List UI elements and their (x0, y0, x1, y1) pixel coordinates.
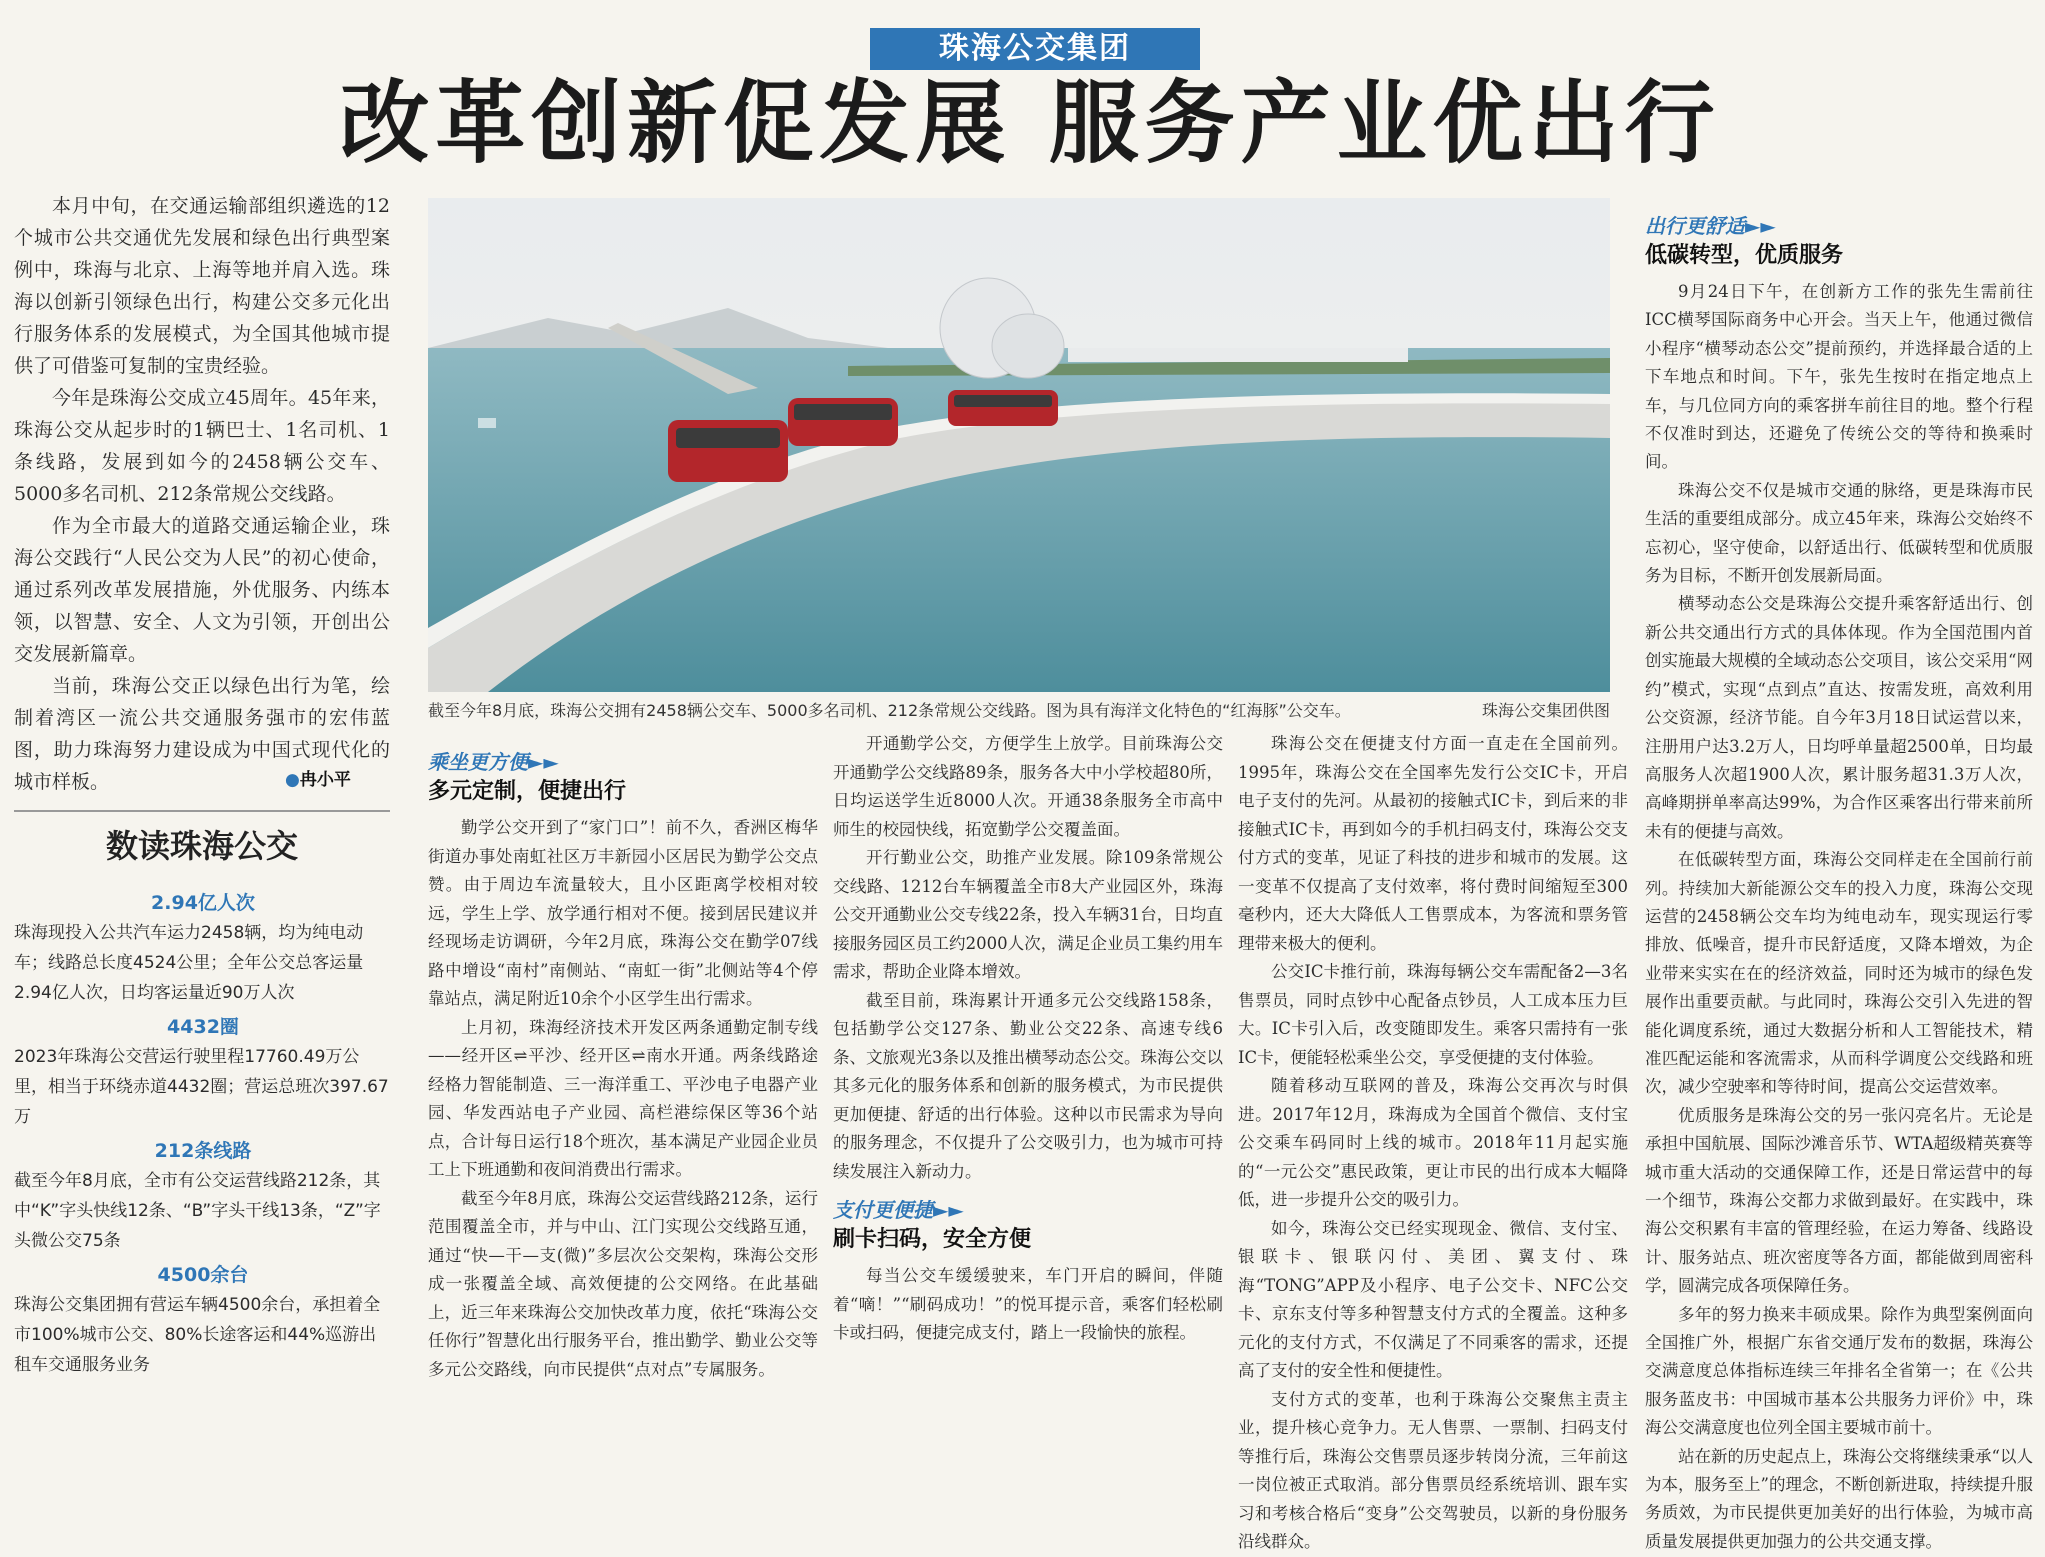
body-paragraph: 多年的努力换来丰硕成果。除作为典型案例面向全国推广外，根据广东省交通厅发布的数据，珠海公交满意度总体指标连续三年排名全省第一；在《公共服务蓝皮书：中国城市基本公共服务力评价》中，珠海公交满意度也位列全国主要城市前十。 (1645, 1304, 2033, 1438)
body-paragraph: 勤学公交开到了“家门口”！前不久，香洲区梅华街道办事处南虹社区万丰新园小区居民为勤学公交点赞。由于周边车流量较大，且小区距离学校相对较远，学生上学、放学通行相对不便。接到居民建议并经现场走访调研，今年2月底，珠海公交在勤学07线路中增设“南村”南侧站、“南虹一街”北侧站等4个停靠站点，满足附近10余个小区学生出行需求。 (428, 818, 818, 1008)
sidebar-divider (14, 810, 390, 812)
section-ride-column (428, 748, 818, 1384)
stat-text: 珠海现投入公共汽车运力2458辆，均为纯电动车；线路总长度4524公里；全年公交总客运量2.94亿人次，日均客运量近90万人次 (14, 923, 364, 1003)
body-paragraph: 珠海公交在便捷支付方面一直走在全国前列。1995年，珠海公交在全国率先发行公交IC卡，开启电子支付的先河。从最初的接触式IC卡，到后来的非接触式IC卡，再到如今的手机扫码支付，珠海公交支付方式的变革，见证了科技的进步和城市的发展。这一变革不仅提高了支付效率，将付费时间缩短至300毫秒内，还大大降低人工售票成本，为客流和票务管理带来极大的便利。 (1238, 734, 1628, 953)
body-paragraph: 在低碳转型方面，珠海公交同样走在全国前行前列。持续加大新能源公交车的投入力度，珠海公交现运营的2458辆公交车均为纯电动车，现实现运行零排放、低噪音，提升市民舒适度，又降本增效，为企业带来实实在在的经济效益，同时还为城市的绿色发展作出重要贡献。与此同时，珠海公交引入先进的智能化调度系统，通过大数据分析和人工智能技术，精准匹配运能和客流需求，从而科学调度公交线路和班次，减少空驶率和等待时间，提高公交运营效率。 (1645, 850, 2033, 1097)
section-kicker-comfort: 出行更舒适►► (1645, 214, 1776, 238)
stat-text: 截至今年8月底，全市有公交运营线路212条，其中“K”字头快线12条、“B”字头干线13条，“Z”字头微公交75条 (14, 1171, 381, 1251)
stat-heading: 2.94亿人次 (151, 892, 255, 914)
body-paragraph: 截至今年8月底，珠海公交运营线路212条，运行范围覆盖全市，并与中山、江门实现公交线路互通，通过“快—干—支(微)”多层次公交架构，珠海公交形成一张覆盖全域、高效便捷的公交网络。在此基础上，近三年来珠海公交加快改革力度，依托“珠海公交任你行”智慧化出行服务平台，推出勤学、勤业公交等多元公交路线，向市民提供“点对点”专属服务。 (428, 1188, 818, 1379)
section-kicker-ride: 乘坐更方便►► (428, 750, 559, 774)
section-pay-column (1238, 730, 1628, 1557)
lead-paragraph: 本月中旬，在交通运输部组织遴选的12个城市公共交通优先发展和绿色出行典型案例中，珠海与北京、上海等地并肩入选。珠海以创新引领绿色出行，构建公交多元化出行服务体系的发展模式，为全国其他城市提供了可借鉴可复制的宝贵经验。 (14, 195, 390, 377)
lead-column (14, 190, 390, 798)
author-name: 冉小平 (299, 770, 351, 790)
section-kicker: 珠海公交集团 (870, 28, 1200, 70)
lead-paragraph: 今年是珠海公交成立45周年。45年来，珠海公交从起步时的1辆巴士、1名司机、1条线路，发展到如今的2458辆公交车、5000多名司机、212条常规公交线路。 (14, 387, 390, 505)
section-subtitle-ride: 多元定制，便捷出行 (428, 779, 627, 804)
body-paragraph: 站在新的历史起点上，珠海公交将继续秉承“以人为本，服务至上”的理念，不断创新进取，持续提升服务质效，为市民提供更加美好的出行体验，为城市高质量发展提供更加强力的公共交通支撑。 (1645, 1446, 2033, 1551)
stat-heading: 212条线路 (154, 1140, 252, 1162)
photo-credit: 珠海公交集团供图 (1481, 701, 1610, 720)
body-paragraph: 每当公交车缓缓驶来，车门开启的瞬间，伴随着“嘀！”“刷码成功！”的悦耳提示音，乘客们轻松刷卡或扫码，便捷完成支付，踏上一段愉快的旅程。 (833, 1266, 1223, 1342)
bus-bridge-photo (428, 198, 1610, 692)
section-ride-continued-column (833, 730, 1223, 1348)
section-comfort-column (1645, 212, 2033, 1556)
stat-text: 珠海公交集团拥有营运车辆4500余台，承担着全市100%城市公交、80%长途客运和44%巡游出租车交通服务业务 (14, 1295, 381, 1375)
body-paragraph: 珠海公交不仅是城市交通的脉络，更是珠海市民生活的重要组成部分。成立45年来，珠海公交始终不忘初心，坚守使命，以舒适出行、低碳转型和优质服务为目标，不断开创发展新局面。 (1645, 480, 2033, 586)
body-paragraph: 如今，珠海公交已经实现现金、微信、支付宝、银联卡、银联闪付、美团、翼支付、珠海“TONG”APP及小程序、电子公交卡、NFC公交卡、京东支付等多种智慧支付方式的全覆盖。这种多元化的支付方式，不仅满足了不同乘客的需求，还提高了支付的安全性和便捷性。 (1238, 1218, 1628, 1380)
section-subtitle-comfort: 低碳转型，优质服务 (1645, 243, 1844, 268)
stat-heading: 4432圈 (167, 1016, 239, 1038)
body-paragraph: 横琴动态公交是珠海公交提升乘客舒适出行、创新公共交通出行方式的具体体现。作为全国范围内首创实施最大规模的全域动态公交项目，该公交采用“网约”模式，实现“点到点”直达、按需发班，高效利用公交资源，经济节能。自今年3月18日试运营以来，注册用户达3.2万人，日均呼单量超2500单，日均最高服务人次超1900人次，累计服务超31.3万人次，高峰期拼单率高达99%，为合作区乘客出行带来前所未有的便捷与高效。 (1645, 594, 2033, 841)
bullet-dot-icon: ● (285, 770, 300, 790)
body-paragraph: 开行勤业公交，助推产业发展。除109条常规公交线路、1212台车辆覆盖全市8大产业园区外，珠海公交开通勤业公交专线22条，投入车辆31台，日均直接服务园区员工约2000人次，满足企业员工集约用车需求，帮助企业降本增效。 (833, 848, 1223, 981)
body-paragraph: 9月24日下午，在创新方工作的张先生需前往ICC横琴国际商务中心开会。当天上午，他通过微信小程序“横琴动态公交”提前预约，并选择最合适的上下车地点和时间。下午，张先生按时在指定地点上车，与几位同方向的乘客拼车前往目的地。整个行程不仅准时到达，还避免了传统公交的等待和换乘时间。 (1645, 282, 2033, 472)
byline (285, 768, 351, 792)
stat-text: 2023年珠海公交营运行驶里程17760.49万公里，相当于环绕赤道4432圈；营运总班次397.67万 (14, 1047, 389, 1127)
lead-photo (428, 198, 1610, 692)
body-paragraph: 开通勤学公交，方便学生上放学。目前珠海公交开通勤学公交线路89条，服务各大中小学校超80所，日均运送学生近8000人次。开通38条服务全市高中师生的校园快线，拓宽勤学公交覆盖面。 (833, 734, 1223, 839)
headline: 改革创新促发展 服务产业优出行 (339, 70, 1721, 176)
sidebar-title: 数读珠海公交 (105, 827, 298, 865)
body-paragraph: 上月初，珠海经济技术开发区两条通勤定制专线——经开区⇌平沙、经开区⇌南水开通。两条线路途经格力智能制造、三一海洋重工、平沙电子电器产业园、华发西站电子产业园、高栏港综保区等36个站点，合计每日运行18个班次，基本满足产业园企业员工上下班通勤和夜间消费出行需求。 (428, 1017, 818, 1179)
lead-paragraph: 当前，珠海公交正以绿色出行为笔，绘制着湾区一流公共交通服务强市的宏伟蓝图，助力珠海努力建设成为中国式现代化的城市样板。 (14, 675, 390, 793)
stat-heading: 4500余台 (157, 1264, 249, 1286)
body-paragraph: 支付方式的变革，也利于珠海公交聚焦主责主业，提升核心竞争力。无人售票、一票制、扫码支付等推行后，珠海公交售票员逐步转岗分流，三年前这一岗位被正式取消。部分售票员经系统培训、跟车实习和考核合格后“变身”公交驾驶员，以新的身份服务沿线群众。 (1238, 1389, 1628, 1551)
photo-caption (428, 698, 1610, 724)
body-paragraph: 随着移动互联网的普及，珠海公交再次与时俱进。2017年12月，珠海成为全国首个微信、支付宝公交乘车码同时上线的城市。2018年11月起实施的“一元公交”惠民政策，更让市民的出行成本大幅降低，进一步提升公交的吸引力。 (1238, 1076, 1628, 1209)
lead-paragraph: 作为全市最大的道路交通运输企业，珠海公交践行“人民公交为人民”的初心使命，通过系列改革发展措施，外优服务、内练本领，以智慧、安全、人文为引领，开创出公交发展新篇章。 (14, 515, 390, 665)
section-kicker-pay: 支付更便捷►► (833, 1198, 964, 1222)
caption-text: 截至今年8月底，珠海公交拥有2458辆公交车、5000多名司机、212条常规公交线路。图为具有海洋文化特色的“红海豚”公交车。 (428, 701, 1351, 720)
section-subtitle-pay: 刷卡扫码，安全方便 (833, 1227, 1032, 1252)
body-paragraph: 公交IC卡推行前，珠海每辆公交车需配备2—3名售票员，同时点钞中心配备点钞员，人工成本压力巨大。IC卡引入后，改变随即发生。乘客只需持有一张IC卡，便能轻松乘坐公交，享受便捷的支付体验。 (1238, 962, 1628, 1067)
sidebar-stats (14, 888, 392, 1380)
body-paragraph: 截至目前，珠海累计开通多元公交线路158条，包括勤学公交127条、勤业公交22条、高速专线6条、文旅观光3条以及推出横琴动态公交。珠海公交以其多元化的服务体系和创新的服务模式，为市民提供更加便捷、舒适的出行体验。这种以市民需求为导向的服务理念，不仅提升了公交吸引力，也为城市可持续发展注入新动力。 (833, 990, 1223, 1181)
body-paragraph: 优质服务是珠海公交的另一张闪亮名片。无论是承担中国航展、国际沙滩音乐节、WTA超级精英赛等城市重大活动的交通保障工作，还是日常运营中的每一个细节，珠海公交都力求做到最好。在实践中，珠海公交积累有丰富的管理经验，在运力筹备、线路设计、服务站点、班次密度等各方面，都能做到周密科学，圆满完成各项保障任务。 (1645, 1105, 2033, 1296)
